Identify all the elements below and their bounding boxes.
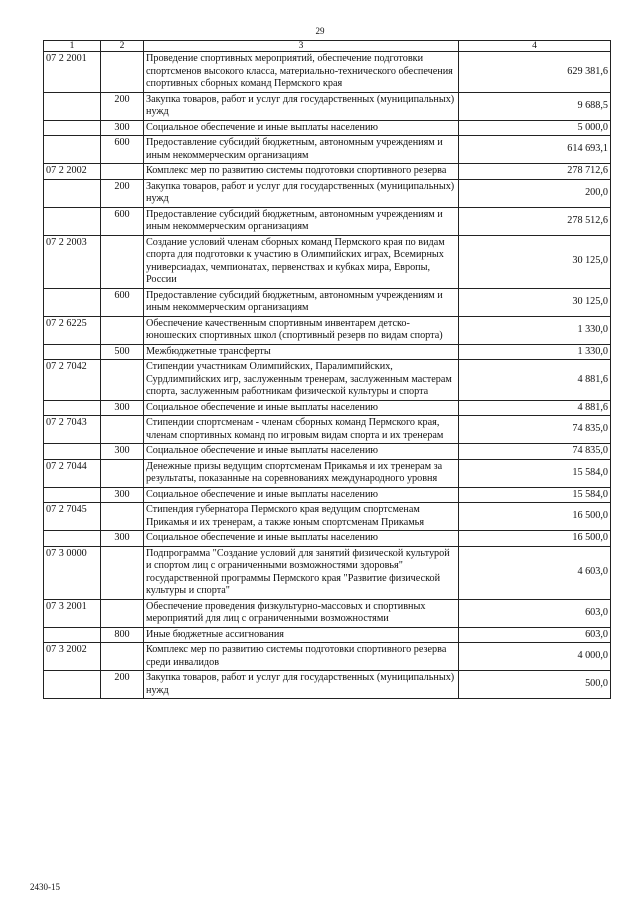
row-amount: 5 000,0: [459, 120, 611, 136]
row-expense-type: 300: [101, 531, 144, 547]
row-amount: 1 330,0: [459, 316, 611, 344]
table-row: [44, 316, 611, 344]
row-name: Создание условий членам сборных команд Пермского края по видам спорта для подготовки к участию в Олимпийских играх, Всемирных универсиадах, чемпионатах, первенствах и кубках мира, Европы, России: [144, 235, 459, 288]
row-amount: 278 512,6: [459, 207, 611, 235]
row-name: Предоставление субсидий бюджетным, автономным учреждениям и иным некоммерческим организациям: [144, 136, 459, 164]
table-row: [44, 207, 611, 235]
row-amount: 74 835,0: [459, 416, 611, 444]
row-code: 07 2 2001: [44, 52, 101, 93]
table-row: [44, 531, 611, 547]
row-expense-type: [101, 235, 144, 288]
row-expense-type: 300: [101, 120, 144, 136]
row-name: Обеспечение качественным спортивным инвентарем детско-юношеских спортивных школ (спортивный резерв по видам спорта): [144, 316, 459, 344]
row-expense-type: 200: [101, 671, 144, 699]
budget-table-body: [44, 41, 611, 699]
table-row: [44, 599, 611, 627]
table-row: [44, 136, 611, 164]
table-row: [44, 179, 611, 207]
row-amount: 15 584,0: [459, 459, 611, 487]
row-code: [44, 531, 101, 547]
row-amount: 278 712,6: [459, 164, 611, 180]
row-name: Стипендии спортсменам - членам сборных команд Пермского края, членам спортивных команд по игровым видам спорта и их тренерам: [144, 416, 459, 444]
row-code: [44, 627, 101, 643]
table-row: [44, 288, 611, 316]
row-amount: 603,0: [459, 627, 611, 643]
row-code: [44, 487, 101, 503]
table-row: [44, 459, 611, 487]
row-name: Межбюджетные трансферты: [144, 344, 459, 360]
row-amount: 614 693,1: [459, 136, 611, 164]
row-expense-type: 600: [101, 136, 144, 164]
row-code: 07 2 2003: [44, 235, 101, 288]
row-amount: 629 381,6: [459, 52, 611, 93]
header-col-3: 3: [144, 41, 459, 52]
table-row: [44, 487, 611, 503]
row-amount: 16 500,0: [459, 531, 611, 547]
row-code: [44, 92, 101, 120]
row-name: Иные бюджетные ассигнования: [144, 627, 459, 643]
table-row: [44, 546, 611, 599]
row-code: [44, 136, 101, 164]
row-expense-type: [101, 52, 144, 93]
row-expense-type: 200: [101, 92, 144, 120]
row-name: Закупка товаров, работ и услуг для государственных (муниципальных) нужд: [144, 179, 459, 207]
row-amount: 30 125,0: [459, 288, 611, 316]
row-expense-type: [101, 316, 144, 344]
document-code: 2430-15: [30, 882, 60, 892]
row-name: Предоставление субсидий бюджетным, автономным учреждениям и иным некоммерческим организациям: [144, 207, 459, 235]
row-name: Социальное обеспечение и иные выплаты населению: [144, 531, 459, 547]
row-name: Предоставление субсидий бюджетным, автономным учреждениям и иным некоммерческим организациям: [144, 288, 459, 316]
header-col-2: 2: [101, 41, 144, 52]
row-code: [44, 671, 101, 699]
row-name: Подпрограмма "Создание условий для занятий физической культурой и спортом лиц с ограниченными возможностями здоровья" государственной программы Пермского края "Развитие физической культуры и спорта": [144, 546, 459, 599]
row-expense-type: [101, 546, 144, 599]
row-code: [44, 207, 101, 235]
row-amount: 74 835,0: [459, 444, 611, 460]
row-amount: 15 584,0: [459, 487, 611, 503]
row-name: Стипендия губернатора Пермского края ведущим спортсменам Прикамья и их тренерам, а также юным спортсменам Прикамья: [144, 503, 459, 531]
table-row: [44, 503, 611, 531]
row-expense-type: [101, 416, 144, 444]
budget-table: [43, 40, 611, 699]
table-row: [44, 400, 611, 416]
table-row: [44, 627, 611, 643]
row-name: Комплекс мер по развитию системы подготовки спортивного резерва среди инвалидов: [144, 643, 459, 671]
table-row: [44, 164, 611, 180]
row-expense-type: 600: [101, 288, 144, 316]
row-expense-type: 500: [101, 344, 144, 360]
table-row: [44, 235, 611, 288]
row-expense-type: [101, 643, 144, 671]
row-expense-type: [101, 459, 144, 487]
row-amount: 4 881,6: [459, 360, 611, 401]
row-amount: 4 881,6: [459, 400, 611, 416]
row-code: 07 2 7043: [44, 416, 101, 444]
row-name: Закупка товаров, работ и услуг для государственных (муниципальных) нужд: [144, 671, 459, 699]
row-name: Социальное обеспечение и иные выплаты населению: [144, 444, 459, 460]
table-row: [44, 92, 611, 120]
table-row: [44, 671, 611, 699]
row-code: [44, 120, 101, 136]
row-code: [44, 344, 101, 360]
row-code: [44, 288, 101, 316]
row-expense-type: [101, 503, 144, 531]
row-amount: 1 330,0: [459, 344, 611, 360]
row-code: 07 2 7042: [44, 360, 101, 401]
row-name: Социальное обеспечение и иные выплаты населению: [144, 120, 459, 136]
row-expense-type: 600: [101, 207, 144, 235]
table-row: [44, 643, 611, 671]
row-code: 07 3 2001: [44, 599, 101, 627]
table-header-row: [44, 41, 611, 52]
table-row: [44, 120, 611, 136]
row-expense-type: 300: [101, 444, 144, 460]
row-name: Социальное обеспечение и иные выплаты населению: [144, 487, 459, 503]
row-amount: 200,0: [459, 179, 611, 207]
row-code: [44, 400, 101, 416]
row-name: Комплекс мер по развитию системы подготовки спортивного резерва: [144, 164, 459, 180]
row-code: 07 2 7044: [44, 459, 101, 487]
row-expense-type: [101, 599, 144, 627]
row-name: Обеспечение проведения физкультурно-массовых и спортивных мероприятий для лиц с ограниченными возможностями: [144, 599, 459, 627]
row-amount: 4 603,0: [459, 546, 611, 599]
table-row: [44, 52, 611, 93]
row-code: 07 2 7045: [44, 503, 101, 531]
row-code: 07 3 2002: [44, 643, 101, 671]
row-code: 07 2 6225: [44, 316, 101, 344]
row-expense-type: [101, 360, 144, 401]
header-col-1: 1: [44, 41, 101, 52]
row-name: Социальное обеспечение и иные выплаты населению: [144, 400, 459, 416]
row-amount: 500,0: [459, 671, 611, 699]
table-row: [44, 344, 611, 360]
row-amount: 16 500,0: [459, 503, 611, 531]
row-name: Стипендии участникам Олимпийских, Паралимпийских, Сурдлимпийских игр, заслуженным тренерам, заслуженным мастерам спорта, заслуженным работникам физической культуры и спорта: [144, 360, 459, 401]
row-amount: 4 000,0: [459, 643, 611, 671]
row-code: 07 2 2002: [44, 164, 101, 180]
row-expense-type: 800: [101, 627, 144, 643]
table-row: [44, 360, 611, 401]
row-code: [44, 444, 101, 460]
row-code: 07 3 0000: [44, 546, 101, 599]
row-name: Денежные призы ведущим спортсменам Прикамья и их тренерам за результаты, показанные на соревнованиях международного уровня: [144, 459, 459, 487]
header-col-4: 4: [459, 41, 611, 52]
row-name: Закупка товаров, работ и услуг для государственных (муниципальных) нужд: [144, 92, 459, 120]
table-row: [44, 416, 611, 444]
row-expense-type: 300: [101, 487, 144, 503]
table-row: [44, 444, 611, 460]
page-number: 29: [315, 26, 325, 36]
row-code: [44, 179, 101, 207]
row-expense-type: 200: [101, 179, 144, 207]
row-name: Проведение спортивных мероприятий, обеспечение подготовки спортсменов высокого класса, материально-технического обеспечения спортивных сборных команд Пермского края: [144, 52, 459, 93]
row-amount: 603,0: [459, 599, 611, 627]
row-amount: 9 688,5: [459, 92, 611, 120]
row-expense-type: [101, 164, 144, 180]
row-expense-type: 300: [101, 400, 144, 416]
row-amount: 30 125,0: [459, 235, 611, 288]
